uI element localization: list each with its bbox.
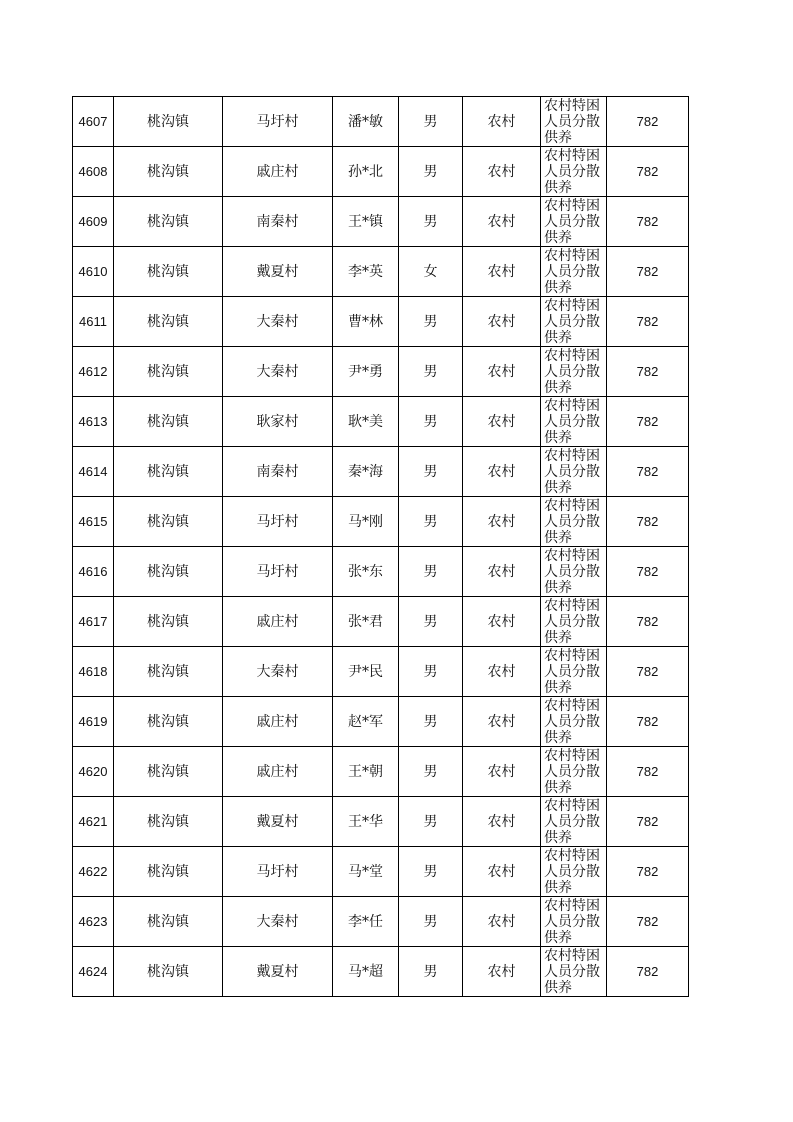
cell-amount: 782 xyxy=(607,197,689,247)
cell-village: 大秦村 xyxy=(223,897,333,947)
table-body xyxy=(73,97,689,997)
table-row xyxy=(73,497,689,547)
cell-gender: 男 xyxy=(399,297,463,347)
table-row xyxy=(73,797,689,847)
cell-type xyxy=(541,197,607,247)
cell-village: 大秦村 xyxy=(223,647,333,697)
cell-type-text: 农村特困人员分散供养 xyxy=(544,98,600,145)
cell-name: 马*刚 xyxy=(333,497,399,547)
cell-amount: 782 xyxy=(607,897,689,947)
cell-type xyxy=(541,497,607,547)
table-row xyxy=(73,947,689,997)
cell-village: 南秦村 xyxy=(223,197,333,247)
cell-type-text: 农村特困人员分散供养 xyxy=(544,198,600,245)
cell-town: 桃沟镇 xyxy=(114,147,223,197)
cell-area: 农村 xyxy=(463,647,541,697)
cell-type-text: 农村特困人员分散供养 xyxy=(544,248,600,295)
cell-village: 戴夏村 xyxy=(223,797,333,847)
table-row xyxy=(73,247,689,297)
cell-type xyxy=(541,297,607,347)
cell-village: 戚庄村 xyxy=(223,747,333,797)
cell-id: 4623 xyxy=(73,897,114,947)
cell-type xyxy=(541,947,607,997)
cell-amount: 782 xyxy=(607,347,689,397)
cell-gender: 男 xyxy=(399,497,463,547)
cell-area: 农村 xyxy=(463,147,541,197)
cell-area: 农村 xyxy=(463,347,541,397)
cell-name: 尹*民 xyxy=(333,647,399,697)
cell-type-text: 农村特困人员分散供养 xyxy=(544,948,600,995)
table-row xyxy=(73,547,689,597)
cell-id: 4609 xyxy=(73,197,114,247)
cell-type-text: 农村特困人员分散供养 xyxy=(544,398,600,445)
cell-type-text: 农村特困人员分散供养 xyxy=(544,298,600,345)
cell-area: 农村 xyxy=(463,847,541,897)
cell-area: 农村 xyxy=(463,497,541,547)
cell-id: 4613 xyxy=(73,397,114,447)
cell-type xyxy=(541,397,607,447)
cell-gender: 男 xyxy=(399,747,463,797)
cell-name: 马*堂 xyxy=(333,847,399,897)
cell-type-text: 农村特困人员分散供养 xyxy=(544,898,600,945)
table-row xyxy=(73,147,689,197)
cell-type xyxy=(541,347,607,397)
cell-gender: 男 xyxy=(399,597,463,647)
cell-area: 农村 xyxy=(463,597,541,647)
cell-amount: 782 xyxy=(607,597,689,647)
cell-name: 秦*海 xyxy=(333,447,399,497)
cell-id: 4610 xyxy=(73,247,114,297)
cell-amount: 782 xyxy=(607,847,689,897)
cell-type xyxy=(541,797,607,847)
cell-id: 4619 xyxy=(73,697,114,747)
cell-village: 戚庄村 xyxy=(223,697,333,747)
cell-village: 戚庄村 xyxy=(223,597,333,647)
cell-town: 桃沟镇 xyxy=(114,597,223,647)
cell-town: 桃沟镇 xyxy=(114,697,223,747)
cell-type-text: 农村特困人员分散供养 xyxy=(544,748,600,795)
cell-type-text: 农村特困人员分散供养 xyxy=(544,548,600,595)
cell-type-text: 农村特困人员分散供养 xyxy=(544,348,600,395)
cell-type-text: 农村特困人员分散供养 xyxy=(544,848,600,895)
table-row xyxy=(73,647,689,697)
cell-name: 潘*敏 xyxy=(333,97,399,147)
cell-name: 张*君 xyxy=(333,597,399,647)
cell-town: 桃沟镇 xyxy=(114,797,223,847)
cell-village: 马圩村 xyxy=(223,97,333,147)
cell-id: 4614 xyxy=(73,447,114,497)
cell-area: 农村 xyxy=(463,97,541,147)
cell-id: 4608 xyxy=(73,147,114,197)
cell-id: 4618 xyxy=(73,647,114,697)
cell-town: 桃沟镇 xyxy=(114,397,223,447)
cell-area: 农村 xyxy=(463,547,541,597)
cell-name: 李*任 xyxy=(333,897,399,947)
cell-town: 桃沟镇 xyxy=(114,547,223,597)
cell-id: 4615 xyxy=(73,497,114,547)
cell-amount: 782 xyxy=(607,397,689,447)
cell-name: 马*超 xyxy=(333,947,399,997)
cell-town: 桃沟镇 xyxy=(114,647,223,697)
cell-id: 4617 xyxy=(73,597,114,647)
cell-type xyxy=(541,97,607,147)
cell-area: 农村 xyxy=(463,897,541,947)
cell-area: 农村 xyxy=(463,297,541,347)
cell-village: 戚庄村 xyxy=(223,147,333,197)
cell-id: 4616 xyxy=(73,547,114,597)
cell-amount: 782 xyxy=(607,147,689,197)
cell-name: 孙*北 xyxy=(333,147,399,197)
cell-amount: 782 xyxy=(607,747,689,797)
cell-type xyxy=(541,547,607,597)
cell-town: 桃沟镇 xyxy=(114,347,223,397)
cell-id: 4612 xyxy=(73,347,114,397)
cell-town: 桃沟镇 xyxy=(114,97,223,147)
cell-id: 4611 xyxy=(73,297,114,347)
cell-area: 农村 xyxy=(463,447,541,497)
cell-village: 马圩村 xyxy=(223,847,333,897)
cell-type xyxy=(541,697,607,747)
cell-gender: 男 xyxy=(399,397,463,447)
cell-name: 赵*军 xyxy=(333,697,399,747)
cell-name: 王*镇 xyxy=(333,197,399,247)
cell-type xyxy=(541,897,607,947)
table-row xyxy=(73,697,689,747)
cell-gender: 男 xyxy=(399,847,463,897)
cell-id: 4621 xyxy=(73,797,114,847)
cell-amount: 782 xyxy=(607,947,689,997)
cell-type xyxy=(541,747,607,797)
cell-town: 桃沟镇 xyxy=(114,947,223,997)
cell-town: 桃沟镇 xyxy=(114,747,223,797)
cell-village: 戴夏村 xyxy=(223,947,333,997)
cell-area: 农村 xyxy=(463,397,541,447)
cell-gender: 男 xyxy=(399,197,463,247)
cell-amount: 782 xyxy=(607,497,689,547)
cell-town: 桃沟镇 xyxy=(114,447,223,497)
cell-village: 耿家村 xyxy=(223,397,333,447)
cell-town: 桃沟镇 xyxy=(114,197,223,247)
cell-gender: 男 xyxy=(399,347,463,397)
table-row xyxy=(73,747,689,797)
cell-village: 戴夏村 xyxy=(223,247,333,297)
cell-gender: 男 xyxy=(399,547,463,597)
table-row xyxy=(73,97,689,147)
cell-id: 4620 xyxy=(73,747,114,797)
cell-name: 张*东 xyxy=(333,547,399,597)
cell-village: 马圩村 xyxy=(223,497,333,547)
cell-type xyxy=(541,247,607,297)
cell-type xyxy=(541,847,607,897)
table-row xyxy=(73,297,689,347)
table-row xyxy=(73,347,689,397)
cell-amount: 782 xyxy=(607,697,689,747)
cell-name: 李*英 xyxy=(333,247,399,297)
cell-gender: 男 xyxy=(399,447,463,497)
table-row xyxy=(73,197,689,247)
cell-town: 桃沟镇 xyxy=(114,297,223,347)
cell-gender: 男 xyxy=(399,97,463,147)
cell-area: 农村 xyxy=(463,747,541,797)
cell-id: 4624 xyxy=(73,947,114,997)
cell-gender: 男 xyxy=(399,897,463,947)
cell-village: 南秦村 xyxy=(223,447,333,497)
table-row xyxy=(73,397,689,447)
cell-type-text: 农村特困人员分散供养 xyxy=(544,498,600,545)
data-table xyxy=(72,96,689,997)
table-row xyxy=(73,897,689,947)
cell-gender: 男 xyxy=(399,147,463,197)
cell-gender: 女 xyxy=(399,247,463,297)
cell-area: 农村 xyxy=(463,247,541,297)
cell-area: 农村 xyxy=(463,947,541,997)
cell-gender: 男 xyxy=(399,947,463,997)
cell-village: 马圩村 xyxy=(223,547,333,597)
cell-type-text: 农村特困人员分散供养 xyxy=(544,448,600,495)
cell-area: 农村 xyxy=(463,197,541,247)
cell-amount: 782 xyxy=(607,797,689,847)
cell-amount: 782 xyxy=(607,247,689,297)
cell-type xyxy=(541,647,607,697)
cell-gender: 男 xyxy=(399,797,463,847)
cell-village: 大秦村 xyxy=(223,297,333,347)
cell-type xyxy=(541,597,607,647)
cell-type xyxy=(541,447,607,497)
cell-type-text: 农村特困人员分散供养 xyxy=(544,648,600,695)
cell-amount: 782 xyxy=(607,297,689,347)
cell-name: 耿*美 xyxy=(333,397,399,447)
table-row xyxy=(73,597,689,647)
cell-name: 王*朝 xyxy=(333,747,399,797)
table-row xyxy=(73,447,689,497)
cell-town: 桃沟镇 xyxy=(114,497,223,547)
cell-town: 桃沟镇 xyxy=(114,897,223,947)
cell-town: 桃沟镇 xyxy=(114,247,223,297)
cell-type xyxy=(541,147,607,197)
cell-type-text: 农村特困人员分散供养 xyxy=(544,148,600,195)
table-row xyxy=(73,847,689,897)
cell-type-text: 农村特困人员分散供养 xyxy=(544,598,600,645)
cell-type-text: 农村特困人员分散供养 xyxy=(544,798,600,845)
cell-amount: 782 xyxy=(607,647,689,697)
cell-type-text: 农村特困人员分散供养 xyxy=(544,698,600,745)
cell-amount: 782 xyxy=(607,97,689,147)
cell-amount: 782 xyxy=(607,447,689,497)
cell-name: 尹*勇 xyxy=(333,347,399,397)
cell-area: 农村 xyxy=(463,797,541,847)
cell-name: 曹*林 xyxy=(333,297,399,347)
cell-id: 4607 xyxy=(73,97,114,147)
cell-name: 王*华 xyxy=(333,797,399,847)
cell-amount: 782 xyxy=(607,547,689,597)
cell-id: 4622 xyxy=(73,847,114,897)
cell-gender: 男 xyxy=(399,647,463,697)
cell-area: 农村 xyxy=(463,697,541,747)
cell-gender: 男 xyxy=(399,697,463,747)
cell-town: 桃沟镇 xyxy=(114,847,223,897)
cell-village: 大秦村 xyxy=(223,347,333,397)
